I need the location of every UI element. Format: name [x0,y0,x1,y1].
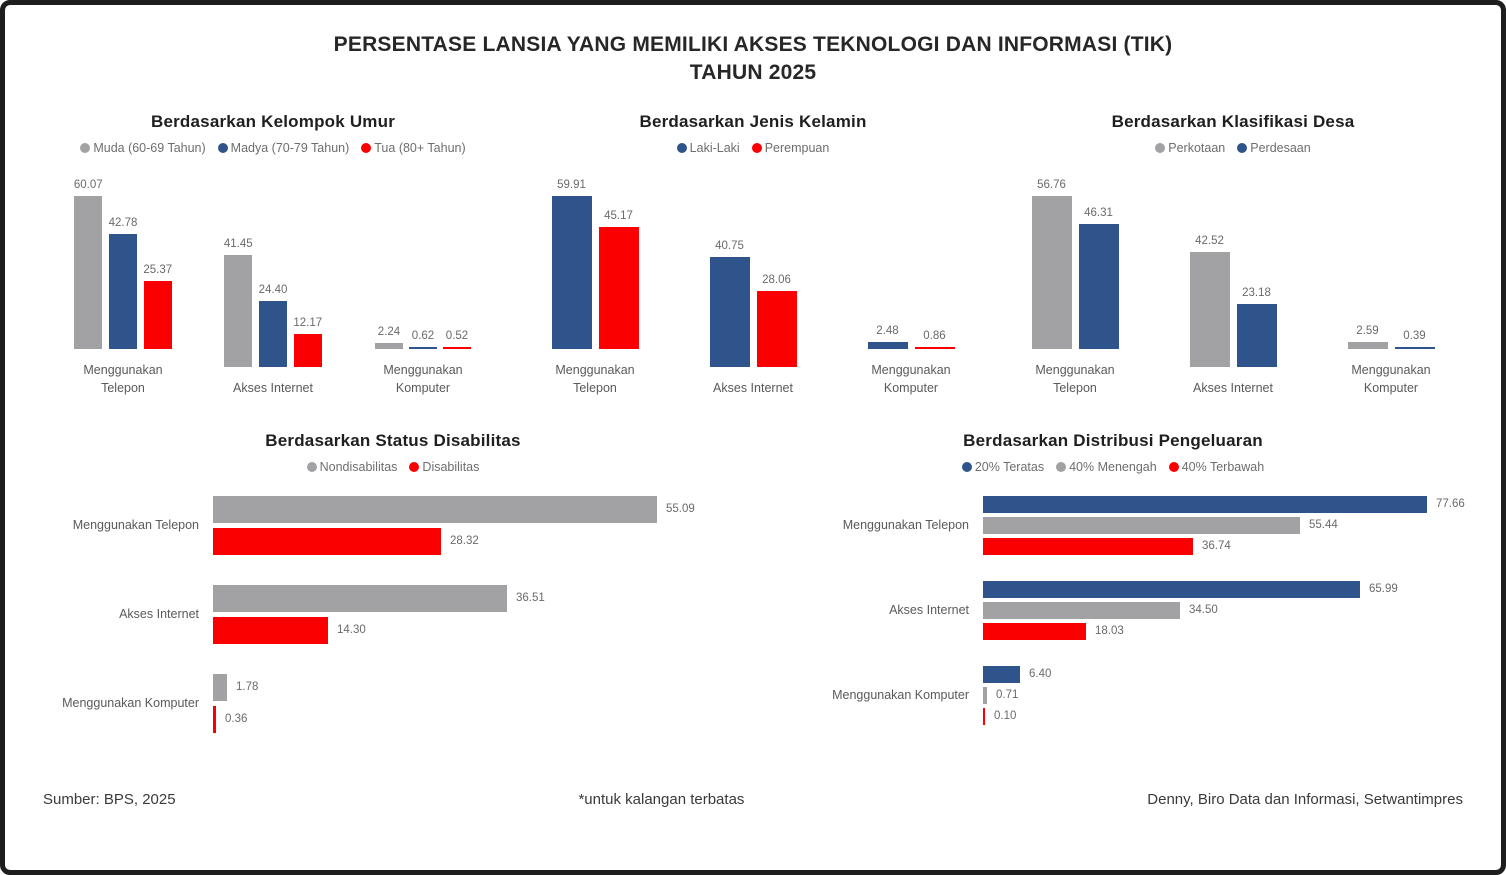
bar-group [1335,179,1447,397]
value-label: 59.91 [557,178,586,191]
bar-group [1177,197,1289,397]
value-label: 14.30 [337,624,366,637]
category-label: Akses Internet [889,603,969,618]
bar-with-label [213,617,753,644]
bar [144,281,172,349]
bar [915,347,955,349]
bar-with-label [375,179,403,349]
bar-with-label [259,197,288,367]
category-label: Menggunakan Komputer [383,362,463,395]
bar [983,581,1360,598]
value-label: 42.52 [1195,234,1224,247]
bar-cluster [1348,179,1435,349]
bar-with-label [1395,179,1435,349]
restricted-note: *untuk kalangan terbatas [578,791,745,808]
bar [1395,347,1435,349]
bar-with-label [213,528,753,555]
chart-panel-kelompok-umur [33,112,513,397]
bar-cluster [868,179,955,349]
bar-group [539,179,651,397]
bar [213,585,507,612]
value-label: 1.78 [236,681,259,694]
bar [1079,224,1119,349]
bar-group [753,496,1473,555]
bar [983,708,985,725]
legend-item [1056,460,1157,474]
chart-legend-status-disabilitas [33,460,753,474]
legend-label: Nondisabilitas [319,459,398,474]
bar-with-label [983,538,1473,555]
category-label: Akses Internet [713,380,793,395]
value-label: 28.32 [450,535,479,548]
value-label: 28.06 [762,273,791,286]
chart-legend-kelompok-umur [33,141,513,155]
value-label: 40.75 [715,239,744,252]
legend-dot-icon [80,143,90,153]
bar-cluster [213,674,753,733]
source-note: Sumber: BPS, 2025 [43,791,176,808]
value-label: 46.31 [1084,206,1113,219]
bar [983,602,1180,619]
bar [983,666,1020,683]
category-label: Menggunakan Komputer [832,688,969,703]
bar [1032,196,1072,349]
bar-group [1019,179,1131,397]
legend-item [962,460,1044,474]
value-label: 36.74 [1202,540,1231,553]
value-label: 0.52 [445,329,469,342]
bar [983,517,1300,534]
value-label: 77.66 [1436,498,1465,511]
category-label: Menggunakan Telepon [83,362,163,395]
legend-dot-icon [409,462,419,472]
legend-item [409,460,479,474]
bar [1190,252,1230,367]
bar-cluster [213,585,753,644]
legend-dot-icon [1169,462,1179,472]
bar [213,706,216,733]
bar [294,334,322,367]
value-label: 55.44 [1309,519,1338,532]
value-label: 0.86 [923,329,946,342]
bar [983,687,987,704]
legend-dot-icon [218,143,228,153]
bar-group [855,179,967,397]
chart-panel-status-disabilitas [33,431,753,733]
legend-dot-icon [752,143,762,153]
bar [409,347,437,349]
bar-with-label [1032,179,1072,349]
category-label: Menggunakan Komputer [1351,362,1431,395]
chart-plot-jenis-kelamin [513,179,993,397]
chart-legend-distribusi-pengeluaran [753,460,1473,474]
bar-with-label [983,666,1473,683]
bar [868,342,908,349]
bar-with-label [443,179,471,349]
legend-label: 40% Menengah [1069,459,1157,474]
bar-cluster [983,496,1473,555]
value-label: 36.51 [516,592,545,605]
legend-item [1237,141,1310,155]
bar-cluster [983,666,1473,725]
bar [599,227,639,349]
bar-with-label [1237,197,1277,367]
bar-with-label [213,674,753,701]
bar [983,538,1193,555]
bar-with-label [74,179,103,349]
legend-label: Disabilitas [422,459,480,474]
chart-title-jenis-kelamin: Berdasarkan Jenis Kelamin [639,111,867,131]
value-label: 0.10 [994,710,1017,723]
legend-label: 20% Teratas [974,459,1045,474]
bar-group [753,581,1473,640]
value-label: 12.17 [293,316,323,329]
value-label: 0.71 [996,689,1019,702]
bar-with-label [868,179,908,349]
chart-panel-jenis-kelamin [513,112,993,397]
bar-with-label [213,585,753,612]
bar [109,234,137,349]
bar-with-label [915,179,955,349]
chart-plot-status-disabilitas [33,496,753,733]
bar [1237,304,1277,367]
bar [552,196,592,349]
category-label: Akses Internet [233,380,313,395]
page-title-line1: PERSENTASE LANSIA YANG MEMILIKI AKSES TEKNOLOGI DAN INFORMASI (TIK) [333,33,1173,56]
bar [224,255,252,367]
bar-group [33,674,753,733]
author-note: Denny, Biro Data dan Informasi, Setwantimpres [1147,791,1463,808]
bar-cluster [1032,179,1119,349]
chart-legend-klasifikasi-desa [993,141,1473,155]
chart-title-distribusi-pengeluaran: Berdasarkan Distribusi Pengeluaran [963,430,1263,450]
bar [375,343,403,349]
bar [213,617,328,644]
value-label: 18.03 [1095,625,1124,638]
value-label: 41.45 [223,237,253,250]
bar-with-label [599,179,639,349]
value-label: 6.40 [1029,668,1052,681]
bar-with-label [710,197,750,367]
page-footer [5,791,1501,808]
value-label: 2.59 [1356,324,1379,337]
legend-dot-icon [1237,143,1247,153]
bar-with-label [224,197,253,367]
legend-dot-icon [677,143,687,153]
bar-with-label [983,708,1473,725]
page-title [5,31,1501,88]
bar-cluster [983,581,1473,640]
value-label: 0.36 [225,713,248,726]
value-label: 42.78 [108,216,138,229]
bar [259,301,287,367]
top-chart-row [5,112,1501,397]
category-label: Menggunakan Telepon [842,518,969,533]
bar-cluster [375,179,471,349]
value-label: 25.37 [143,263,173,276]
bar-group [33,496,753,555]
chart-plot-kelompok-umur [33,179,513,397]
bar-cluster [224,197,322,367]
legend-label: 40% Terbawah [1181,459,1265,474]
value-label: 0.39 [1403,329,1426,342]
bar-with-label [983,496,1473,513]
bar-with-label [1348,179,1388,349]
value-label: 60.07 [73,178,103,191]
bar-group [33,585,753,644]
bar-group [697,197,809,397]
bar [213,528,441,555]
value-label: 24.40 [258,283,288,296]
legend-item [307,460,398,474]
chart-title-klasifikasi-desa: Berdasarkan Klasifikasi Desa [1111,111,1355,131]
bar [443,347,471,349]
bar-with-label [1079,179,1119,349]
bar [213,496,657,523]
bar [983,623,1086,640]
bar-with-label [983,623,1473,640]
legend-item [80,141,205,155]
bar-with-label [109,179,138,349]
value-label: 65.99 [1369,583,1398,596]
legend-dot-icon [361,143,371,153]
value-label: 56.76 [1037,178,1066,191]
legend-dot-icon [1056,462,1066,472]
legend-item [752,141,830,155]
chart-legend-jenis-kelamin [513,141,993,155]
bar-group [67,179,179,397]
bar-with-label [293,197,322,367]
bar-with-label [1190,197,1230,367]
chart-title-kelompok-umur: Berdasarkan Kelompok Umur [150,111,396,131]
category-label: Akses Internet [1193,380,1273,395]
value-label: 2.48 [876,324,899,337]
legend-label: Perempuan [764,140,830,155]
value-label: 34.50 [1189,604,1218,617]
category-label: Menggunakan Telepon [1035,362,1115,395]
legend-label: Laki-Laki [689,140,740,155]
bar-group [367,179,479,397]
category-label: Menggunakan Telepon [72,518,199,533]
legend-item [677,141,740,155]
chart-plot-distribusi-pengeluaran [753,496,1473,725]
bar-with-label [409,179,437,349]
bar-with-label [983,602,1473,619]
value-label: 23.18 [1242,286,1271,299]
category-label: Akses Internet [119,607,199,622]
category-label: Menggunakan Komputer [871,362,951,395]
legend-item [361,141,465,155]
legend-label: Perkotaan [1168,140,1226,155]
legend-dot-icon [1155,143,1165,153]
legend-item [218,141,350,155]
legend-dot-icon [307,462,317,472]
page-title-line2: TAHUN 2025 [689,61,817,85]
legend-item [1169,460,1264,474]
category-label: Menggunakan Telepon [555,362,635,395]
legend-label: Perdesaan [1250,140,1311,155]
bar-group [753,666,1473,725]
value-label: 55.09 [666,503,695,516]
chart-plot-klasifikasi-desa [993,179,1473,397]
bar [710,257,750,367]
legend-label: Muda (60-69 Tahun) [93,140,206,155]
bar-cluster [552,179,639,349]
category-label: Menggunakan Komputer [62,696,199,711]
bar-with-label [143,179,172,349]
value-label: 0.62 [411,329,435,342]
bar-with-label [757,197,797,367]
legend-item [1155,141,1225,155]
bar-with-label [983,581,1473,598]
bar-with-label [552,179,592,349]
bar [74,196,102,349]
legend-label: Tua (80+ Tahun) [374,140,466,155]
bar [757,291,797,367]
chart-panel-klasifikasi-desa [993,112,1473,397]
bottom-chart-row [5,431,1501,733]
bar [1348,342,1388,349]
bar [983,496,1427,513]
bar-cluster [213,496,753,555]
bar-cluster [1190,197,1277,367]
legend-label: Madya (70-79 Tahun) [230,140,350,155]
bar-cluster [74,179,172,349]
bar-group [217,197,329,397]
bar-with-label [213,706,753,733]
chart-title-status-disabilitas: Berdasarkan Status Disabilitas [265,430,521,450]
bar-cluster [710,197,797,367]
bar-with-label [983,687,1473,704]
value-label: 2.24 [377,325,401,338]
chart-panel-distribusi-pengeluaran [753,431,1473,733]
value-label: 45.17 [604,209,633,222]
legend-dot-icon [962,462,972,472]
bar [213,674,227,701]
bar-with-label [213,496,753,523]
bar-with-label [983,517,1473,534]
